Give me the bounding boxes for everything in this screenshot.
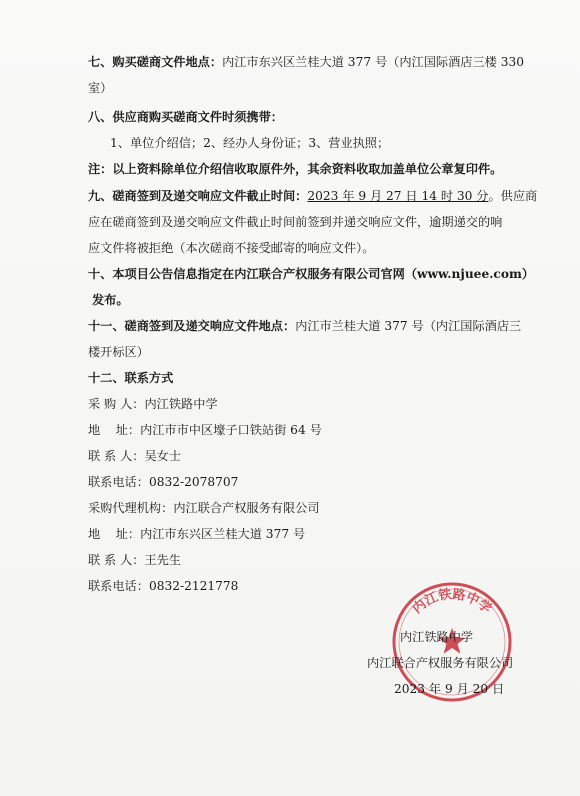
agent-contact-label: 联 系 人： — [88, 553, 145, 567]
buyer-row — [88, 392, 518, 417]
buyer-phone-label: 联系电话： — [88, 475, 149, 489]
section-9-label: 九、磋商签到及递交响应文件截止时间： — [88, 189, 308, 203]
agent-row — [88, 496, 518, 521]
section-9-time: 2023 年 9 月 27 日 14 时 30 分 — [307, 189, 489, 203]
buyer-phone-row — [88, 470, 518, 495]
signature-date: 2023 年 9 月 20 日 — [394, 682, 505, 696]
section-7-label: 七、购买磋商文件地点： — [88, 55, 223, 69]
buyer-address-row — [88, 418, 518, 443]
agent-address-label: 地 址： — [88, 527, 141, 541]
signature-buyer: 内江铁路中学 — [400, 630, 474, 644]
section-9-line3: 应文件将被拒绝（本次磋商不接受邮寄的响应文件）。 — [88, 241, 375, 255]
buyer-phone-value: 0832-2078707 — [148, 475, 239, 489]
section-9-after: 。供应商 — [488, 189, 538, 203]
buyer-contact-value: 吴女士 — [144, 449, 182, 463]
section-11-cont: 楼开标区） — [88, 345, 149, 359]
buyer-contact-label: 联 系 人： — [88, 449, 145, 463]
agent-label: 采购代理机构： — [88, 501, 174, 515]
section-8-label: 八、供应商购买磋商文件时须携带： — [88, 110, 283, 124]
agent-phone-label: 联系电话： — [88, 579, 149, 593]
section-12-label: 十二、联系方式 — [88, 371, 174, 385]
agent-contact-value: 王先生 — [144, 553, 182, 567]
section-11 — [88, 314, 522, 339]
section-7-text: 内江市东兴区兰桂大道 377 号（内江国际酒店三楼 330 — [222, 55, 524, 69]
section-10-line1: 十、本项目公告信息指定在内江联合产权服务有限公司官网（www.njuee.com） — [88, 267, 535, 281]
section-8-items: 1、单位介绍信；2、经办人身份证；3、营业执照； — [110, 136, 390, 150]
buyer-address-label: 地 址： — [88, 423, 141, 437]
section-11-label: 十一、磋商签到及递交响应文件地点： — [88, 319, 296, 333]
agent-phone-value: 0832-2121778 — [148, 579, 239, 593]
agent-address-value: 内江市东兴区兰桂大道 377 号 — [140, 527, 306, 541]
agent-value: 内江联合产权服务有限公司 — [173, 501, 320, 515]
section-7 — [88, 50, 524, 75]
signature-agent: 内江联合产权服务有限公司 — [367, 656, 514, 670]
buyer-value: 内江铁路中学 — [144, 397, 218, 411]
section-9 — [88, 184, 538, 209]
section-11-text: 内江市兰桂大道 377 号（内江国际酒店三 — [295, 319, 522, 333]
seal-text: 内江铁路中学 — [409, 587, 495, 617]
section-9-line2: 应在磋商签到及递交响应文件截止时间前签到并递交响应文件，逾期递交的响 — [88, 215, 503, 229]
section-10-line2: 发布。 — [92, 293, 129, 307]
buyer-contact-row — [88, 444, 518, 469]
buyer-label: 采 购 人： — [88, 397, 145, 411]
agent-contact-row — [88, 548, 518, 573]
agent-address-row — [88, 522, 518, 547]
section-7-cont: 室） — [88, 81, 113, 95]
buyer-address-value: 内江市市中区壕子口铁站街 64 号 — [140, 423, 322, 437]
note: 注：以上资料除单位介绍信收取原件外，其余资料收取加盖单位公章复印件。 — [88, 162, 503, 176]
